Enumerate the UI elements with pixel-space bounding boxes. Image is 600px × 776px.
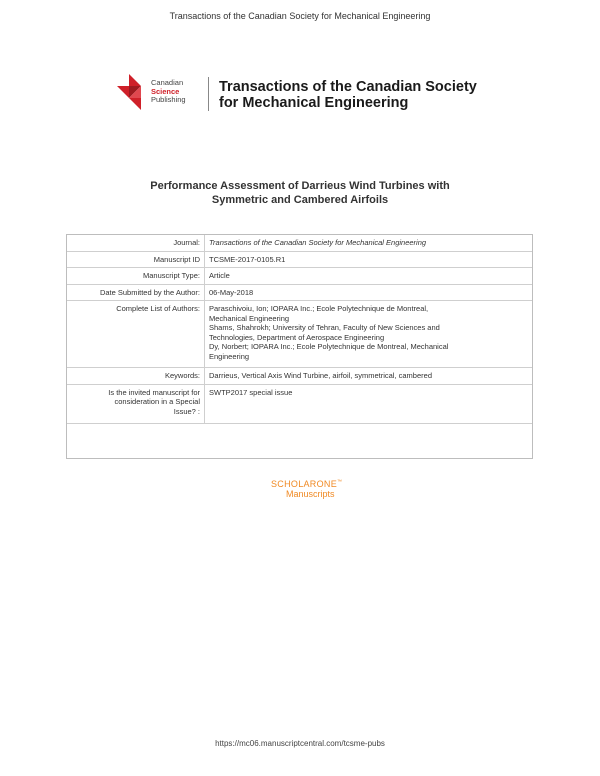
- journal-title-line-1: Transactions of the Canadian Society: [219, 79, 477, 95]
- manuscript-id-value: TCSME-2017-0105.R1: [209, 254, 286, 264]
- keywords-label: Keywords:: [67, 368, 205, 384]
- publisher-line-3: Publishing: [151, 95, 186, 104]
- scholarone-logo: [271, 479, 391, 499]
- scholarone-brand: [271, 479, 391, 489]
- scholarone-subtitle: Manuscripts: [286, 489, 335, 499]
- author-line: Paraschivoiu, Ion; IOPARA Inc.; Ecole Polytechnique de Montreal,: [209, 304, 429, 313]
- row-manuscript-id: [67, 252, 532, 269]
- journal-title: [219, 79, 477, 111]
- journal-value: Transactions of the Canadian Society for Mechanical Engineering: [209, 238, 427, 247]
- paper-title: [0, 180, 600, 207]
- paper-title-line-1: Performance Assessment of Darrieus Wind Turbines with: [150, 180, 450, 192]
- date-submitted-label: Date Submitted by the Author:: [67, 285, 205, 301]
- manuscript-type-label: Manuscript Type:: [67, 268, 205, 284]
- publisher-line-2: Science: [151, 86, 180, 96]
- manuscript-metadata-table: [66, 234, 533, 459]
- row-keywords: [67, 368, 532, 385]
- csp-logo-icon: [115, 72, 151, 112]
- date-submitted-value: 06-May-2018: [209, 287, 254, 297]
- row-special-issue: [67, 385, 532, 424]
- special-issue-label-line: consideration in a Special: [114, 397, 200, 406]
- footer-url[interactable]: https://mc06.manuscriptcentral.com/tcsme-pubs: [215, 739, 385, 748]
- paper-title-line-2: Symmetric and Cambered Airfoils: [211, 193, 389, 206]
- publisher-line-1: Canadian: [151, 78, 184, 87]
- journal-logo: [115, 72, 485, 118]
- keywords-value: Darrieus, Vertical Axis Wind Turbine, airfoil, symmetrical, cambered: [209, 371, 432, 380]
- trademark-symbol: ™: [337, 479, 343, 485]
- authors-label: Complete List of Authors:: [67, 301, 205, 367]
- row-journal: [67, 235, 532, 252]
- special-issue-label-line: Is the invited manuscript for: [108, 387, 200, 397]
- author-line: Engineering: [209, 351, 250, 361]
- author-line: Technologies, Department of Aerospace Engineering: [209, 332, 385, 342]
- publisher-name: [151, 79, 186, 105]
- authors-value: [205, 301, 532, 367]
- row-authors: [67, 301, 532, 368]
- author-line: Dy, Norbert; IOPARA Inc.; Ecole Polytechnique de Montreal, Mechanical: [209, 342, 449, 351]
- journal-label: Journal:: [67, 235, 205, 251]
- running-header: Transactions of the Canadian Society for Mechanical Engineering: [169, 11, 431, 21]
- logo-divider: [208, 77, 209, 111]
- special-issue-value: SWTP2017 special issue: [209, 387, 293, 397]
- row-date-submitted: [67, 285, 532, 302]
- manuscript-type-value: Article: [209, 271, 230, 280]
- manuscript-id-label: Manuscript ID: [67, 252, 205, 268]
- row-manuscript-type: [67, 268, 532, 285]
- scholarone-brand-text: SCHOLARONE: [271, 479, 338, 489]
- special-issue-label-line: Issue? :: [173, 406, 200, 416]
- author-line: Mechanical Engineering: [209, 313, 290, 323]
- author-line: Shams, Shahrokh; University of Tehran, Faculty of New Sciences and: [209, 323, 440, 332]
- journal-title-line-2: for Mechanical Engineering: [219, 95, 409, 111]
- special-issue-label: [67, 385, 205, 423]
